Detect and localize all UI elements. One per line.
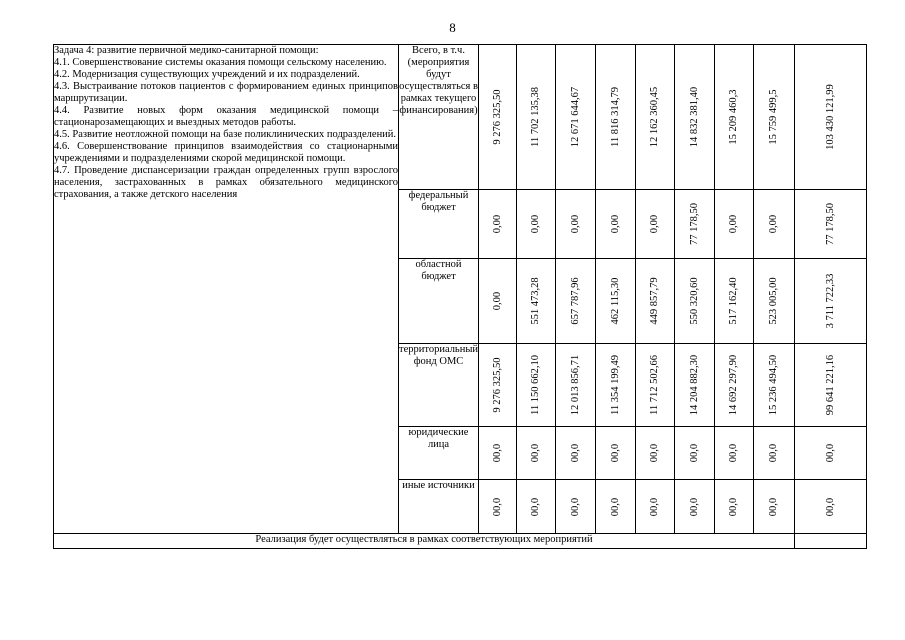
value-cell: 657 787,96 <box>556 259 596 344</box>
value-cell: 551 473,28 <box>517 259 556 344</box>
footer-note: Реализация будет осуществляться в рамках соответствующих мероприятий <box>54 534 795 549</box>
value-cell: 11 816 314,79 <box>596 45 636 190</box>
value-cell: 0,00 <box>715 190 754 259</box>
value-cell: 9 276 325,50 <box>479 344 517 427</box>
value-cell: 9 276 325,50 <box>479 45 517 190</box>
value-cell: 12 162 360,45 <box>636 45 675 190</box>
value-cell: 00,0 <box>556 480 596 534</box>
value-cell: 0,00 <box>479 259 517 344</box>
value-cell: 11 702 135,38 <box>517 45 556 190</box>
value-cell: 0,00 <box>754 190 795 259</box>
value-cell: 00,0 <box>596 480 636 534</box>
total-cell: 103 430 121,99 <box>795 45 867 190</box>
value-cell: 14 832 381,40 <box>675 45 715 190</box>
task-item: 4.4. Развитие новых форм оказания медицинской помощи – стационарозамещающих и выездных методов работы. <box>54 105 398 128</box>
value-cell: 0,00 <box>479 190 517 259</box>
task-item: 4.3. Выстраивание потоков пациентов с формированием единых принципов маршрутизации. <box>54 81 398 104</box>
value-cell: 77 178,50 <box>675 190 715 259</box>
total-cell: 3 711 722,33 <box>795 259 867 344</box>
value-cell: 11 712 502,66 <box>636 344 675 427</box>
value-cell: 550 320,60 <box>675 259 715 344</box>
task-item: 4.5. Развитие неотложной помощи на базе поликлинических подразделений. <box>54 129 397 140</box>
value-cell: 15 209 460,3 <box>715 45 754 190</box>
value-cell: 00,0 <box>479 427 517 480</box>
value-cell: 15 236 494,50 <box>754 344 795 427</box>
value-cell: 12 671 644,67 <box>556 45 596 190</box>
value-cell: 15 759 499,5 <box>754 45 795 190</box>
value-cell: 00,0 <box>715 480 754 534</box>
value-cell: 00,0 <box>517 427 556 480</box>
total-cell: 99 641 221,16 <box>795 344 867 427</box>
value-cell: 00,0 <box>596 427 636 480</box>
value-cell: 00,0 <box>675 480 715 534</box>
value-cell: 11 150 662,10 <box>517 344 556 427</box>
source-cell: Всего, в т.ч. (мероприятия будут осуществляться в рамках текущего финансирования) <box>399 45 479 190</box>
value-cell: 0,00 <box>596 190 636 259</box>
value-cell: 462 115,30 <box>596 259 636 344</box>
task-item: 4.1. Совершенствование системы оказания помощи сельскому населению. <box>54 57 387 68</box>
task-item: 4.2. Модернизация существующих учреждений и их подразделений. <box>54 69 360 80</box>
value-cell: 00,0 <box>675 427 715 480</box>
source-cell: федеральный бюджет <box>399 190 479 259</box>
value-cell: 0,00 <box>556 190 596 259</box>
value-cell: 00,0 <box>715 427 754 480</box>
value-cell: 00,0 <box>754 480 795 534</box>
value-cell: 00,0 <box>754 427 795 480</box>
value-cell: 11 354 199,49 <box>596 344 636 427</box>
value-cell: 0,00 <box>636 190 675 259</box>
value-cell: 0,00 <box>517 190 556 259</box>
task-description <box>54 45 399 534</box>
total-cell: 00,0 <box>795 480 867 534</box>
source-cell: областной бюджет <box>399 259 479 344</box>
value-cell: 00,0 <box>517 480 556 534</box>
task-item: 4.7. Проведение диспансеризации граждан определенных групп взрослого населения, застрахованных в рамках обязательного медицинского страхования, а также детского населения <box>54 165 398 200</box>
value-cell: 00,0 <box>479 480 517 534</box>
value-cell: 523 005,00 <box>754 259 795 344</box>
table-row <box>54 534 867 549</box>
source-cell: иные источники <box>399 480 479 534</box>
value-cell: 449 857,79 <box>636 259 675 344</box>
footer-empty-cell <box>795 534 867 549</box>
value-cell: 14 204 882,30 <box>675 344 715 427</box>
value-cell: 12 013 856,71 <box>556 344 596 427</box>
financing-table <box>53 44 867 549</box>
task-title: Задача 4: развитие первичной медико-санитарной помощи: <box>54 45 319 56</box>
value-cell: 00,0 <box>636 480 675 534</box>
value-cell: 14 692 297,90 <box>715 344 754 427</box>
total-cell: 00,0 <box>795 427 867 480</box>
source-cell: юридические лица <box>399 427 479 480</box>
table-row <box>54 45 867 190</box>
task-item: 4.6. Совершенствование принципов взаимодействия со стационарными учреждениями и подразделениями скорой медицинской помощи. <box>54 141 398 164</box>
value-cell: 00,0 <box>556 427 596 480</box>
total-cell: 77 178,50 <box>795 190 867 259</box>
source-cell: территориальный фонд ОМС <box>399 344 479 427</box>
page-number: 8 <box>449 20 456 35</box>
value-cell: 00,0 <box>636 427 675 480</box>
value-cell: 517 162,40 <box>715 259 754 344</box>
